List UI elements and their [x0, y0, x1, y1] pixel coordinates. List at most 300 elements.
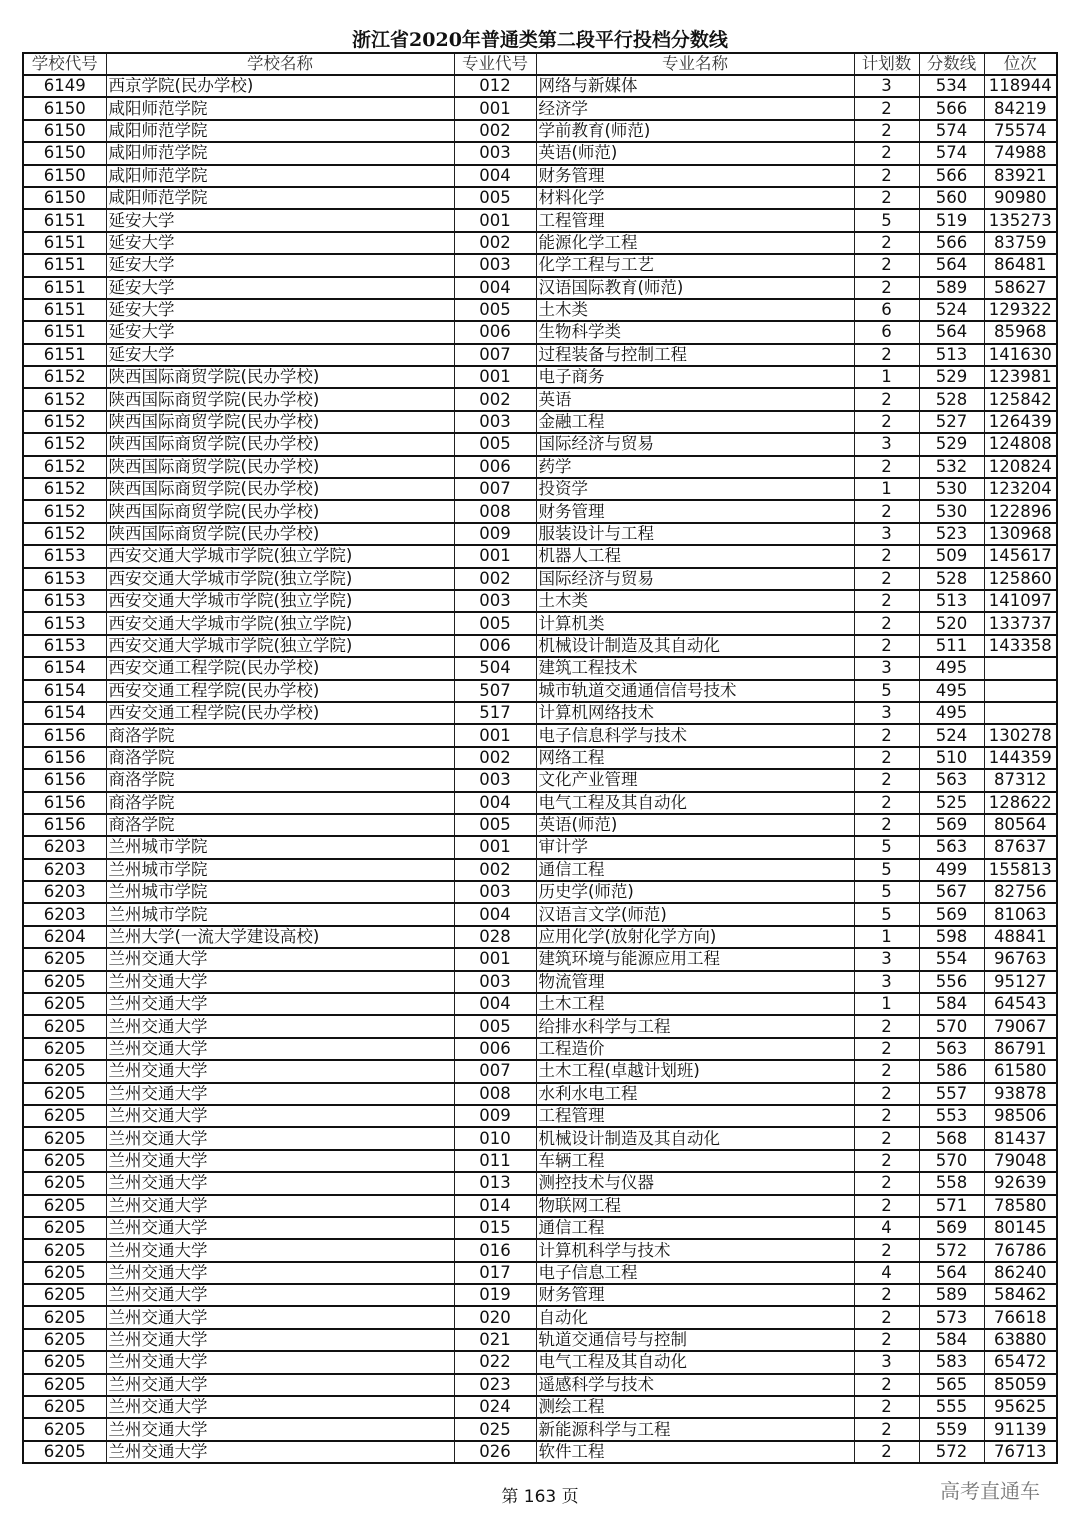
cell-score-line: 534	[919, 75, 984, 97]
cell-major-code: 504	[454, 657, 536, 679]
cell-plan-count: 2	[854, 1172, 919, 1194]
cell-school-code: 6203	[23, 881, 106, 903]
cell-school-name: 商洛学院	[106, 724, 454, 746]
cell-major-name: 国际经济与贸易	[536, 568, 854, 590]
cell-major-code: 007	[454, 478, 536, 500]
cell-plan-count: 2	[854, 411, 919, 433]
header-major-name: 专业名称	[536, 53, 854, 75]
cell-major-code: 001	[454, 545, 536, 567]
cell-score-line: 529	[919, 366, 984, 388]
cell-major-code: 009	[454, 1105, 536, 1127]
cell-rank: 80145	[984, 1217, 1057, 1239]
cell-school-code: 6205	[23, 1239, 106, 1261]
cell-school-name: 延安大学	[106, 232, 454, 254]
cell-major-code: 006	[454, 321, 536, 343]
cell-school-code: 6150	[23, 187, 106, 209]
cell-score-line: 584	[919, 1329, 984, 1351]
table-row	[23, 165, 1057, 187]
header-plan-count: 计划数	[854, 53, 919, 75]
cell-school-name: 兰州交通大学	[106, 1239, 454, 1261]
cell-score-line: 528	[919, 568, 984, 590]
cell-plan-count: 2	[854, 1374, 919, 1396]
cell-major-code: 024	[454, 1396, 536, 1418]
cell-school-name: 咸阳师范学院	[106, 97, 454, 119]
cell-major-name: 英语	[536, 388, 854, 410]
cell-school-name: 西安交通工程学院(民办学校)	[106, 657, 454, 679]
cell-school-code: 6205	[23, 1262, 106, 1284]
cell-major-code: 007	[454, 1060, 536, 1082]
cell-major-name: 文化产业管理	[536, 769, 854, 791]
cell-score-line: 568	[919, 1127, 984, 1149]
cell-score-line: 566	[919, 232, 984, 254]
cell-score-line: 563	[919, 769, 984, 791]
cell-rank: 96763	[984, 948, 1057, 970]
cell-rank: 86791	[984, 1038, 1057, 1060]
cell-major-name: 软件工程	[536, 1441, 854, 1463]
table-row	[23, 1284, 1057, 1306]
cell-major-code: 009	[454, 523, 536, 545]
table-row	[23, 814, 1057, 836]
cell-plan-count: 4	[854, 1262, 919, 1284]
cell-score-line: 574	[919, 120, 984, 142]
cell-major-name: 汉语言文学(师范)	[536, 903, 854, 925]
cell-plan-count: 2	[854, 612, 919, 634]
cell-school-code: 6205	[23, 1351, 106, 1373]
cell-major-code: 003	[454, 142, 536, 164]
cell-school-code: 6156	[23, 724, 106, 746]
cell-school-name: 延安大学	[106, 209, 454, 231]
table-row	[23, 545, 1057, 567]
cell-major-code: 003	[454, 971, 536, 993]
cell-score-line: 589	[919, 277, 984, 299]
cell-rank: 130278	[984, 724, 1057, 746]
header-school-name: 学校名称	[106, 53, 454, 75]
table-row	[23, 1374, 1057, 1396]
cell-major-name: 机械设计制造及其自动化	[536, 635, 854, 657]
cell-plan-count: 2	[854, 277, 919, 299]
table-row	[23, 97, 1057, 119]
cell-school-code: 6205	[23, 1396, 106, 1418]
cell-major-code: 005	[454, 299, 536, 321]
cell-major-code: 001	[454, 724, 536, 746]
cell-major-code: 002	[454, 859, 536, 881]
cell-major-code: 005	[454, 433, 536, 455]
cell-plan-count: 2	[854, 120, 919, 142]
cell-score-line: 559	[919, 1418, 984, 1440]
cell-plan-count: 2	[854, 814, 919, 836]
cell-school-code: 6205	[23, 1374, 106, 1396]
cell-rank: 76713	[984, 1441, 1057, 1463]
table-row	[23, 388, 1057, 410]
table-row	[23, 232, 1057, 254]
cell-school-name: 兰州交通大学	[106, 1351, 454, 1373]
cell-school-code: 6149	[23, 75, 106, 97]
cell-major-name: 网络与新媒体	[536, 75, 854, 97]
cell-rank: 93878	[984, 1083, 1057, 1105]
cell-school-code: 6205	[23, 1172, 106, 1194]
cell-plan-count: 2	[854, 1396, 919, 1418]
cell-major-code: 008	[454, 500, 536, 522]
cell-school-name: 兰州城市学院	[106, 836, 454, 858]
table-row	[23, 792, 1057, 814]
cell-major-name: 能源化学工程	[536, 232, 854, 254]
cell-score-line: 583	[919, 1351, 984, 1373]
cell-school-name: 陕西国际商贸学院(民办学校)	[106, 433, 454, 455]
cell-school-name: 兰州交通大学	[106, 971, 454, 993]
header-score-line: 分数线	[919, 53, 984, 75]
cell-school-name: 陕西国际商贸学院(民办学校)	[106, 523, 454, 545]
cell-school-name: 延安大学	[106, 299, 454, 321]
cell-plan-count: 2	[854, 590, 919, 612]
table-row	[23, 926, 1057, 948]
cell-plan-count: 3	[854, 657, 919, 679]
cell-plan-count: 2	[854, 1418, 919, 1440]
cell-major-name: 给排水科学与工程	[536, 1015, 854, 1037]
cell-school-code: 6205	[23, 971, 106, 993]
cell-school-name: 陕西国际商贸学院(民办学校)	[106, 456, 454, 478]
cell-rank: 129322	[984, 299, 1057, 321]
cell-plan-count: 2	[854, 344, 919, 366]
cell-major-name: 土木工程	[536, 993, 854, 1015]
cell-rank: 87312	[984, 769, 1057, 791]
cell-major-code: 004	[454, 277, 536, 299]
cell-major-name: 物联网工程	[536, 1195, 854, 1217]
cell-plan-count: 2	[854, 1441, 919, 1463]
cell-school-code: 6152	[23, 456, 106, 478]
cell-major-code: 004	[454, 903, 536, 925]
table-row	[23, 523, 1057, 545]
cell-rank: 58462	[984, 1284, 1057, 1306]
cell-plan-count: 2	[854, 456, 919, 478]
cell-school-code: 6151	[23, 232, 106, 254]
cell-school-name: 咸阳师范学院	[106, 187, 454, 209]
cell-score-line: 572	[919, 1239, 984, 1261]
cell-rank: 92639	[984, 1172, 1057, 1194]
table-row	[23, 209, 1057, 231]
cell-score-line: 509	[919, 545, 984, 567]
cell-school-code: 6150	[23, 120, 106, 142]
cell-major-code: 013	[454, 1172, 536, 1194]
cell-plan-count: 2	[854, 1239, 919, 1261]
cell-plan-count: 3	[854, 523, 919, 545]
table-row	[23, 1329, 1057, 1351]
cell-school-name: 兰州交通大学	[106, 1441, 454, 1463]
cell-major-code: 016	[454, 1239, 536, 1261]
cell-major-name: 轨道交通信号与控制	[536, 1329, 854, 1351]
cell-major-code: 001	[454, 97, 536, 119]
cell-rank: 83759	[984, 232, 1057, 254]
cell-score-line: 556	[919, 971, 984, 993]
cell-school-name: 咸阳师范学院	[106, 120, 454, 142]
cell-school-name: 西安交通大学城市学院(独立学院)	[106, 635, 454, 657]
cell-major-code: 006	[454, 1038, 536, 1060]
cell-rank: 143358	[984, 635, 1057, 657]
cell-score-line: 554	[919, 948, 984, 970]
cell-school-code: 6152	[23, 366, 106, 388]
cell-major-name: 计算机类	[536, 612, 854, 634]
cell-score-line: 573	[919, 1306, 984, 1328]
cell-score-line: 598	[919, 926, 984, 948]
cell-major-name: 材料化学	[536, 187, 854, 209]
cell-major-code: 021	[454, 1329, 536, 1351]
cell-school-code: 6205	[23, 1195, 106, 1217]
cell-school-name: 陕西国际商贸学院(民办学校)	[106, 500, 454, 522]
cell-plan-count: 2	[854, 1083, 919, 1105]
cell-plan-count: 2	[854, 232, 919, 254]
cell-major-code: 001	[454, 209, 536, 231]
cell-major-name: 通信工程	[536, 1217, 854, 1239]
cell-major-name: 电气工程及其自动化	[536, 1351, 854, 1373]
cell-school-code: 6152	[23, 433, 106, 455]
cell-major-code: 007	[454, 344, 536, 366]
table-row	[23, 411, 1057, 433]
cell-major-code: 010	[454, 1127, 536, 1149]
cell-rank: 120824	[984, 456, 1057, 478]
cell-rank: 141097	[984, 590, 1057, 612]
cell-major-name: 国际经济与贸易	[536, 433, 854, 455]
table-row	[23, 1306, 1057, 1328]
cell-score-line: 553	[919, 1105, 984, 1127]
cell-school-code: 6205	[23, 993, 106, 1015]
cell-school-code: 6156	[23, 747, 106, 769]
header-rank: 位次	[984, 53, 1057, 75]
cell-school-code: 6205	[23, 1329, 106, 1351]
cell-school-name: 兰州城市学院	[106, 859, 454, 881]
cell-plan-count: 2	[854, 1150, 919, 1172]
table-row	[23, 993, 1057, 1015]
table-row	[23, 836, 1057, 858]
cell-major-code: 005	[454, 1015, 536, 1037]
table-row	[23, 75, 1057, 97]
cell-school-code: 6154	[23, 702, 106, 724]
cell-plan-count: 3	[854, 971, 919, 993]
cell-rank: 86481	[984, 254, 1057, 276]
table-row	[23, 254, 1057, 276]
watermark: 高考直通车	[940, 1479, 1040, 1503]
cell-school-name: 兰州交通大学	[106, 1083, 454, 1105]
cell-school-name: 兰州城市学院	[106, 903, 454, 925]
table-row	[23, 590, 1057, 612]
cell-major-name: 金融工程	[536, 411, 854, 433]
cell-rank: 145617	[984, 545, 1057, 567]
cell-rank: 48841	[984, 926, 1057, 948]
cell-major-name: 财务管理	[536, 165, 854, 187]
cell-score-line: 532	[919, 456, 984, 478]
table-row	[23, 1441, 1057, 1463]
cell-major-name: 过程装备与控制工程	[536, 344, 854, 366]
cell-school-code: 6205	[23, 1105, 106, 1127]
cell-plan-count: 2	[854, 500, 919, 522]
cell-rank: 123981	[984, 366, 1057, 388]
cell-rank: 95127	[984, 971, 1057, 993]
cell-major-code: 002	[454, 232, 536, 254]
cell-rank: 122896	[984, 500, 1057, 522]
cell-school-name: 兰州大学(一流大学建设高校)	[106, 926, 454, 948]
cell-school-name: 兰州交通大学	[106, 1195, 454, 1217]
cell-school-code: 6150	[23, 165, 106, 187]
cell-score-line: 499	[919, 859, 984, 881]
cell-score-line: 557	[919, 1083, 984, 1105]
cell-major-name: 电气工程及其自动化	[536, 792, 854, 814]
cell-plan-count: 2	[854, 1195, 919, 1217]
cell-major-name: 生物科学类	[536, 321, 854, 343]
cell-plan-count: 6	[854, 299, 919, 321]
cell-school-name: 西安交通大学城市学院(独立学院)	[106, 545, 454, 567]
cell-plan-count: 2	[854, 792, 919, 814]
cell-plan-count: 2	[854, 568, 919, 590]
cell-score-line: 564	[919, 254, 984, 276]
cell-school-code: 6205	[23, 948, 106, 970]
cell-major-code: 026	[454, 1441, 536, 1463]
cell-school-code: 6156	[23, 769, 106, 791]
cell-rank: 58627	[984, 277, 1057, 299]
cell-major-name: 工程管理	[536, 1105, 854, 1127]
cell-plan-count: 5	[854, 859, 919, 881]
cell-score-line: 589	[919, 1284, 984, 1306]
cell-major-name: 电子商务	[536, 366, 854, 388]
cell-plan-count: 1	[854, 478, 919, 500]
cell-major-code: 005	[454, 612, 536, 634]
table-row	[23, 1038, 1057, 1060]
cell-school-name: 商洛学院	[106, 814, 454, 836]
cell-plan-count: 2	[854, 747, 919, 769]
cell-major-code: 022	[454, 1351, 536, 1373]
cell-major-name: 城市轨道交通通信信号技术	[536, 680, 854, 702]
cell-score-line: 513	[919, 344, 984, 366]
table-row	[23, 568, 1057, 590]
table-row	[23, 1418, 1057, 1440]
cell-major-code: 003	[454, 590, 536, 612]
cell-major-code: 004	[454, 993, 536, 1015]
cell-school-code: 6205	[23, 1083, 106, 1105]
cell-plan-count: 5	[854, 903, 919, 925]
cell-school-name: 西安交通大学城市学院(独立学院)	[106, 590, 454, 612]
cell-plan-count: 2	[854, 388, 919, 410]
cell-rank: 144359	[984, 747, 1057, 769]
table-row	[23, 1262, 1057, 1284]
cell-school-code: 6151	[23, 277, 106, 299]
cell-major-name: 学前教育(师范)	[536, 120, 854, 142]
cell-plan-count: 2	[854, 1329, 919, 1351]
cell-score-line: 523	[919, 523, 984, 545]
cell-score-line: 570	[919, 1150, 984, 1172]
cell-major-code: 023	[454, 1374, 536, 1396]
table-row	[23, 277, 1057, 299]
cell-score-line: 584	[919, 993, 984, 1015]
cell-plan-count: 3	[854, 433, 919, 455]
cell-rank: 133737	[984, 612, 1057, 634]
cell-major-name: 经济学	[536, 97, 854, 119]
cell-plan-count: 3	[854, 702, 919, 724]
cell-school-code: 6205	[23, 1127, 106, 1149]
cell-school-name: 咸阳师范学院	[106, 142, 454, 164]
cell-rank: 78580	[984, 1195, 1057, 1217]
cell-rank: 125860	[984, 568, 1057, 590]
cell-major-code: 001	[454, 948, 536, 970]
cell-school-code: 6205	[23, 1015, 106, 1037]
cell-plan-count: 2	[854, 1306, 919, 1328]
cell-major-name: 遥感科学与技术	[536, 1374, 854, 1396]
cell-major-code: 005	[454, 814, 536, 836]
cell-major-name: 英语(师范)	[536, 814, 854, 836]
table-row	[23, 1015, 1057, 1037]
cell-school-name: 兰州交通大学	[106, 1172, 454, 1194]
cell-rank: 95625	[984, 1396, 1057, 1418]
cell-rank: 155813	[984, 859, 1057, 881]
cell-school-name: 陕西国际商贸学院(民办学校)	[106, 366, 454, 388]
cell-rank: 81063	[984, 903, 1057, 925]
cell-score-line: 586	[919, 1060, 984, 1082]
cell-plan-count: 2	[854, 1015, 919, 1037]
cell-school-code: 6154	[23, 680, 106, 702]
cell-school-name: 商洛学院	[106, 769, 454, 791]
cell-major-name: 网络工程	[536, 747, 854, 769]
cell-plan-count: 3	[854, 75, 919, 97]
cell-score-line: 560	[919, 187, 984, 209]
cell-school-code: 6152	[23, 478, 106, 500]
table-header-row	[23, 53, 1057, 75]
table-row	[23, 680, 1057, 702]
cell-school-name: 商洛学院	[106, 747, 454, 769]
cell-major-name: 药学	[536, 456, 854, 478]
cell-school-code: 6152	[23, 500, 106, 522]
cell-plan-count: 5	[854, 209, 919, 231]
cell-major-name: 英语(师范)	[536, 142, 854, 164]
cell-plan-count: 6	[854, 321, 919, 343]
cell-rank: 86240	[984, 1262, 1057, 1284]
cell-school-name: 陕西国际商贸学院(民办学校)	[106, 478, 454, 500]
cell-major-code: 517	[454, 702, 536, 724]
cell-major-name: 历史学(师范)	[536, 881, 854, 903]
cell-major-name: 自动化	[536, 1306, 854, 1328]
cell-rank: 98506	[984, 1105, 1057, 1127]
cell-school-code: 6204	[23, 926, 106, 948]
cell-plan-count: 2	[854, 1127, 919, 1149]
cell-score-line: 566	[919, 97, 984, 119]
cell-major-code: 003	[454, 254, 536, 276]
cell-school-name: 兰州交通大学	[106, 1418, 454, 1440]
cell-rank: 76786	[984, 1239, 1057, 1261]
cell-rank: 80564	[984, 814, 1057, 836]
cell-score-line: 513	[919, 590, 984, 612]
cell-major-code: 507	[454, 680, 536, 702]
cell-plan-count: 5	[854, 881, 919, 903]
cell-plan-count: 2	[854, 635, 919, 657]
table-row	[23, 903, 1057, 925]
cell-major-name: 汉语国际教育(师范)	[536, 277, 854, 299]
cell-school-name: 陕西国际商贸学院(民办学校)	[106, 388, 454, 410]
cell-major-name: 电子信息工程	[536, 1262, 854, 1284]
cell-rank	[984, 702, 1057, 724]
cell-major-name: 计算机网络技术	[536, 702, 854, 724]
cell-major-code: 025	[454, 1418, 536, 1440]
table-row	[23, 456, 1057, 478]
cell-plan-count: 1	[854, 366, 919, 388]
cell-school-code: 6151	[23, 299, 106, 321]
table-row	[23, 971, 1057, 993]
cell-school-code: 6153	[23, 612, 106, 634]
cell-rank: 85059	[984, 1374, 1057, 1396]
cell-rank: 141630	[984, 344, 1057, 366]
cell-major-code: 028	[454, 926, 536, 948]
cell-rank: 84219	[984, 97, 1057, 119]
cell-rank: 124808	[984, 433, 1057, 455]
cell-school-name: 兰州交通大学	[106, 1015, 454, 1037]
cell-major-name: 车辆工程	[536, 1150, 854, 1172]
cell-plan-count: 3	[854, 948, 919, 970]
cell-school-name: 兰州交通大学	[106, 1284, 454, 1306]
cell-school-name: 延安大学	[106, 277, 454, 299]
